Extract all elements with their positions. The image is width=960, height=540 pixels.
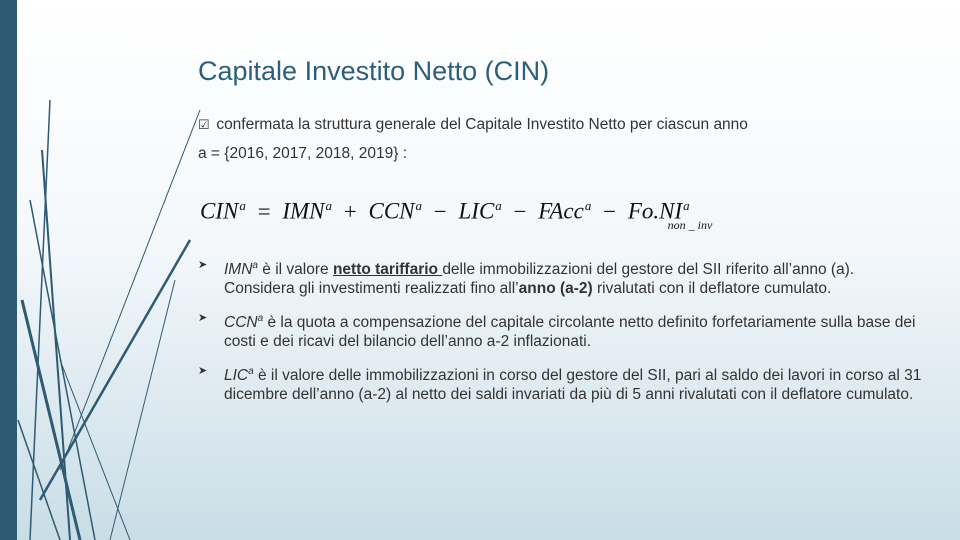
arrow-bullet-icon: ➤ (198, 365, 208, 378)
intro-line-1 (198, 110, 918, 139)
formula-minus: − (513, 198, 527, 224)
formula-minus: − (433, 198, 447, 224)
list-item: ➤ CCN$^a$ è la quota a compensazione del capitale circolante netto definito forfetariamente sulla base dei costi e dei ricavi del bilancio dell’anno a-2 inflazionati. (198, 309, 922, 351)
check-icon: ☑ (198, 117, 210, 132)
formula-sup: a (683, 198, 690, 213)
intro-line-2: a = {2016, 2017, 2018, 2019} : (198, 145, 408, 162)
arrow-bullet-icon: ➤ (198, 259, 208, 271)
formula-term-facc: FAcc (538, 198, 584, 224)
arrow-bullet-icon: ➤ (198, 312, 208, 325)
formula-sup: a (495, 198, 502, 213)
term: CCN$^a$ (224, 313, 264, 332)
formula-term-imn: IMN (282, 198, 325, 224)
intro-text (198, 110, 918, 168)
formula-sub: non _ inv (667, 217, 713, 232)
definition-list (198, 256, 922, 415)
formula-minus: − (603, 198, 617, 224)
formula-term-ccn: CCN (368, 198, 415, 224)
formula-sup: a (415, 198, 423, 213)
bold-underlined: netto tariffario (332, 261, 443, 279)
formula-sup: a (325, 198, 332, 213)
term: LIC$^a$ (224, 366, 254, 385)
formula-sup: a (584, 198, 592, 213)
list-item: ➤ LIC$^a$ è il valore delle immobilizzazioni in corso del gestore del SII, pari al saldo dei lavori in corso al 31 dicembre dell’anno (a-2) al netto dei saldi invariati da più di 5 anni rivalutati con il deflatore cumulato. (198, 362, 922, 404)
cin-formula (200, 198, 713, 232)
intro-line-1-text: confermata la struttura generale del Capitale Investito Netto per ciascun anno (216, 116, 748, 133)
slide-title: Capitale Investito Netto (CIN) (198, 56, 550, 86)
formula-equals: = (257, 198, 271, 224)
formula-sup: a (239, 198, 246, 213)
formula-term-lic: LIC (458, 198, 495, 224)
formula-plus: + (343, 198, 357, 224)
formula-term-foni: Fo.NI (627, 198, 683, 224)
formula-term-cin: CIN (200, 198, 239, 224)
list-item: ➤ IMN$^a$ è il valore netto tariffario delle immobilizzazioni del gestore del SII riferito all’anno (a). Considera gli investimenti realizzati fino all’anno (a-2) rivalutati con il deflatore cumulato. (198, 256, 922, 298)
term: IMN$^a$ (224, 260, 258, 279)
bold: anno (a-2) (518, 280, 593, 298)
